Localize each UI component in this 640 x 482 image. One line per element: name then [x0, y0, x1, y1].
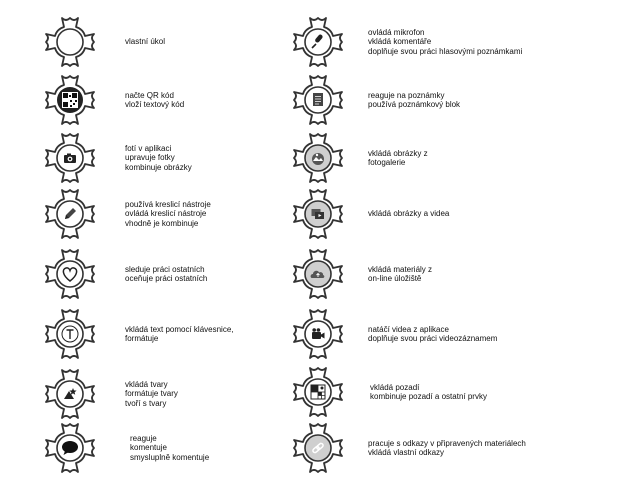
badge-text-line: vkládá obrázky a videa: [368, 209, 450, 219]
badge-text-line: oceňuje práci ostatních: [125, 274, 208, 283]
shapes-icon: [44, 368, 96, 420]
badge-text-line: on-line úložiště: [368, 274, 422, 283]
video-camera-icon: [292, 308, 344, 360]
badge-text-line: vkládá text pomocí klávesnice,: [125, 324, 234, 334]
badge-text-line: vkládá vlastní odkazy: [368, 448, 445, 457]
badge-row: [320, 244, 640, 304]
badge-row: [320, 362, 640, 422]
camera-icon: [44, 132, 96, 184]
badge-row: [320, 418, 640, 478]
badge-row: [320, 304, 640, 364]
badge-text-line: používá kreslicí nástroje: [125, 199, 211, 209]
badge-text-line: kombinuje obrázky: [125, 162, 192, 172]
badge-text-line: upravuje fotky: [125, 153, 175, 163]
badge-row: [0, 12, 320, 72]
badge-row: [0, 244, 320, 304]
badge-row: [0, 418, 320, 478]
badge-text-line: načte QR kód: [125, 90, 174, 100]
badge-text-line: fotí v aplikaci: [125, 143, 172, 153]
badge-text-line: fotogalerie: [368, 158, 406, 167]
badge-text-line: sleduje práci ostatních: [125, 264, 205, 274]
badge-text-line: tvoří s tvary: [125, 398, 167, 408]
badge-text-line: doplňuje svou práci hlasovými poznámkami: [368, 46, 523, 56]
badge-text-line: vkládá materiály z: [368, 264, 433, 274]
badge-text-line: formátuje tvary: [125, 389, 178, 399]
badge-text-line: vkládá pozadí: [370, 382, 420, 392]
qr-code-icon: [44, 74, 96, 126]
cloud-upload-icon: [292, 248, 344, 300]
heart-icon: [44, 248, 96, 300]
badge-text-line: vlastní úkol: [125, 37, 166, 47]
badge-text-line: vkládá tvary: [125, 379, 168, 389]
badge-row: [0, 70, 320, 130]
badge-row: [0, 364, 320, 424]
badge-text-line: komentuje: [130, 443, 167, 453]
text-t-icon: [44, 308, 96, 360]
background-icon: [292, 366, 344, 418]
link-icon: [292, 422, 344, 474]
badge-row: [0, 128, 320, 188]
notepad-icon: [292, 74, 344, 126]
badge-text-line: smysluplně komentuje: [130, 452, 210, 462]
badge-text-line: ovládá mikrofon: [368, 27, 425, 37]
comment-bubble-icon: [44, 422, 96, 474]
image-video-icon: [292, 188, 344, 240]
badge-text-line: kombinuje pozadí a ostatní prvky: [370, 392, 487, 401]
blank-badge-icon: [44, 16, 96, 68]
pen-icon: [44, 188, 96, 240]
badge-text-line: formátuje: [125, 334, 159, 343]
badge-text-line: vloží textový kód: [125, 100, 185, 109]
microphone-icon: [292, 16, 344, 68]
badge-text-line: ovládá kreslicí nástroje: [125, 209, 207, 219]
badge-text-line: vkládá komentáře: [368, 37, 432, 47]
badge-text-line: vhodně je kombinuje: [125, 218, 199, 228]
badge-text-line: reaguje: [130, 433, 157, 443]
badge-text-line: doplňuje svou práci videozáznamem: [368, 334, 498, 343]
badge-text-line: vkládá obrázky z: [368, 148, 428, 158]
badge-row: [0, 304, 320, 364]
badge-text-line: pracuje s odkazy v připravených materiálech: [368, 438, 526, 448]
badge-row: [320, 70, 640, 130]
badge-text-line: reaguje na poznámky: [368, 90, 445, 100]
badge-row: [320, 184, 640, 244]
right-column: [320, 0, 640, 482]
badge-row: [320, 12, 640, 72]
badge-row: [320, 128, 640, 188]
badge-text-line: používá poznámkový blok: [368, 100, 461, 109]
gallery-icon: [292, 132, 344, 184]
badge-row: [0, 184, 320, 244]
badge-text-line: natáčí videa z aplikace: [368, 324, 449, 334]
